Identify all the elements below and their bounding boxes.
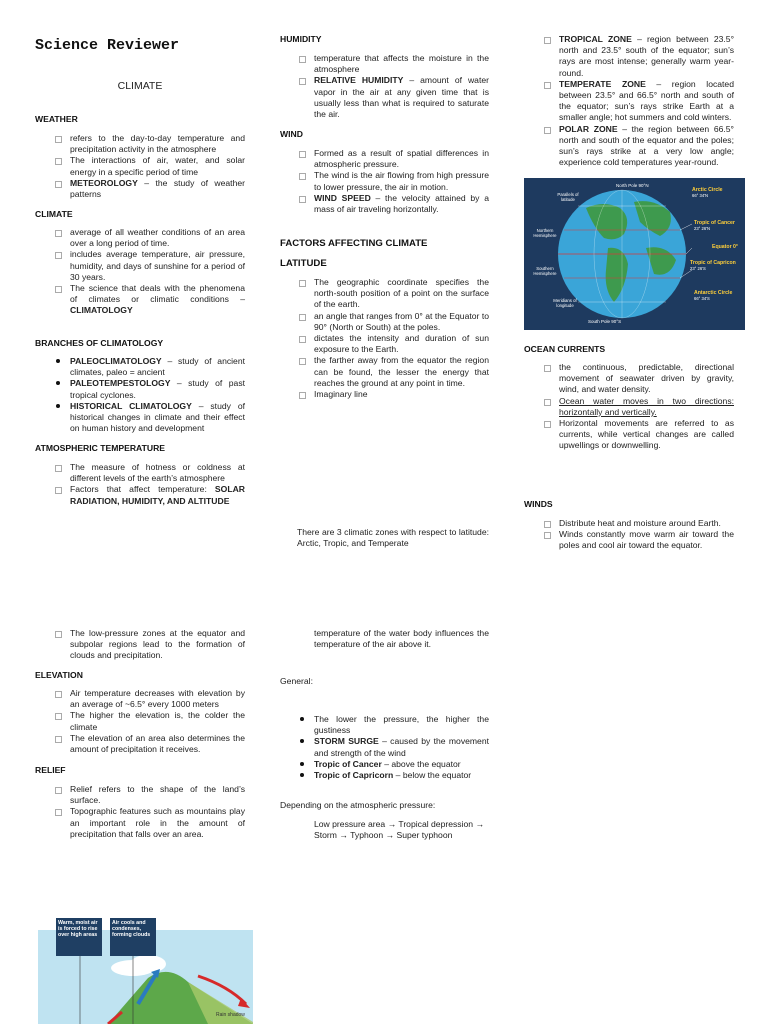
list-item: temperature that affects the moisture in the atmosphere xyxy=(314,53,489,75)
wind-list xyxy=(314,148,489,215)
north-pole-label: North Pole 90°N xyxy=(616,183,649,188)
list-item: Topographic features such as mountains play an important role in the amount of precipitation that falls over an area. xyxy=(70,806,245,839)
definition: – amount of water vapor in the air at any given time that is usually less than what is required to saturate the air. xyxy=(314,75,489,120)
capricorn-name: Tropic of Capricon xyxy=(690,260,736,266)
list-item xyxy=(314,759,489,770)
definition: – study of past tropical cyclones. xyxy=(70,378,245,400)
list-item: includes average temperature, air pressure, humidity, and days of sunshine for a period of 30 years. xyxy=(70,249,245,282)
cancer-name: Tropic of Cancer xyxy=(694,220,735,226)
list-item xyxy=(314,75,489,120)
equator-label: Equator 0° xyxy=(712,244,738,250)
list-item xyxy=(559,124,734,169)
definition: – study of ancient climates, paleo = ancient xyxy=(70,356,245,378)
humidity-heading: HUMIDITY xyxy=(280,34,322,44)
relief-diagram xyxy=(38,914,253,1024)
list-item: the farther away from the equator the region can be found, the lesser the energy that reaches the ground at any point in time. xyxy=(314,355,489,388)
south-pole-label: South Pole 90°S xyxy=(588,319,622,324)
tropic-cancer-label xyxy=(694,220,744,232)
list-item: The wind is the air flowing from high pressure to lower pressure, the air in motion. xyxy=(314,170,489,192)
ocean-currents-heading: OCEAN CURRENTS xyxy=(524,344,606,354)
list-item: Horizontal movements are referred to as currents, while vertical changes are called upwellings or downwelling. xyxy=(559,418,734,451)
term: RELATIVE HUMIDITY xyxy=(314,75,404,86)
capricorn-degree: 23° 26'S xyxy=(690,266,706,271)
general-label: General: xyxy=(280,676,313,686)
definition: – study of historical changes in climate and their effect on human history and development xyxy=(70,400,245,434)
list-item: Relief refers to the shape of the land’s surface. xyxy=(70,784,245,806)
list-item xyxy=(559,79,734,124)
term: Tropic of Cancer xyxy=(314,758,382,769)
term: TROPICAL ZONE xyxy=(559,34,632,44)
weather-heading: WEATHER xyxy=(35,114,78,124)
list-item xyxy=(70,178,245,200)
list-item: Air temperature decreases with elevation by an average of ~6.5° every 1000 meters xyxy=(70,688,245,710)
antarctic-degree: 66° 34'S xyxy=(694,296,710,301)
tropic-capricorn-label xyxy=(690,260,744,272)
term: METEOROLOGY xyxy=(70,177,138,188)
factors-heading: FACTORS AFFECTING CLIMATE xyxy=(280,238,428,249)
list-item: an angle that ranges from 0° at the Equator to 90° (North or South) at the poles. xyxy=(314,310,489,332)
document-title: Science Reviewer xyxy=(35,37,180,54)
list-item: The low-pressure zones at the equator and subpolar regions lead to the formation of clouds and precipitation. xyxy=(70,628,245,661)
term: POLAR ZONE xyxy=(559,123,618,134)
elevation-heading: ELEVATION xyxy=(35,670,83,680)
definition: – the region between 66.5° north and south of the equator and the poles; sun’s rays strike at a very low angle; experience cold temperatures year-round. xyxy=(559,123,734,168)
list-item xyxy=(314,736,489,758)
list-item: average of all weather conditions of an area over a long period of time. xyxy=(70,227,245,249)
relief-list xyxy=(70,784,245,840)
arctic-degree: 66° 34'N xyxy=(692,193,708,198)
list-item: Formed as a result of spatial differences in atmospheric pressure. xyxy=(314,148,489,170)
pressure-label: Depending on the atmospheric pressure: xyxy=(280,800,436,810)
list-item: The interactions of air, water, and solar energy in a specific period of time xyxy=(70,155,245,177)
relief-label-cool: Air cools and condenses, forming clouds xyxy=(110,918,156,956)
atm-temp-heading: ATMOSPHERIC TEMPERATURE xyxy=(35,443,166,453)
list-item: Winds constantly move warm air toward the poles and cool air toward the equator. xyxy=(559,529,734,551)
low-pressure-list xyxy=(70,628,245,662)
definition: – above the equator xyxy=(381,758,461,769)
arctic-name: Arctic Circle xyxy=(692,187,723,193)
definition: – the velocity attained by a mass of air traveling horizontally. xyxy=(314,192,489,215)
southern-hemisphere-label: Southern Hemisphere xyxy=(533,266,557,276)
climate-heading: CLIMATE xyxy=(35,209,73,219)
winds-list xyxy=(559,518,734,552)
list-item xyxy=(314,193,489,215)
list-item: dictates the intensity and duration of sun exposure to the Earth. xyxy=(314,333,489,355)
globe-figure xyxy=(524,178,745,330)
list-item: Distribute heat and moisture around Earth. xyxy=(559,518,734,529)
arctic-circle-label xyxy=(692,187,742,199)
zones-paragraph: There are 3 climatic zones with respect to latitude: Arctic, Tropic, and Temperate xyxy=(297,527,489,549)
list-item xyxy=(559,34,734,79)
term: SOLAR RADIATION, HUMIDITY, AND ALTITUDE xyxy=(70,484,245,506)
term: TEMPERATE ZONE xyxy=(559,78,646,89)
text: Factors that affect temperature: xyxy=(70,484,215,495)
term: WIND SPEED xyxy=(314,192,371,203)
climate-list xyxy=(70,227,245,317)
latitude-list xyxy=(314,277,489,400)
water-paragraph: temperature of the water body influences the temperature of the air above it. xyxy=(314,628,489,650)
term: Tropic of Capricorn xyxy=(314,770,394,781)
list-item xyxy=(70,378,245,400)
antarctic-circle-label xyxy=(694,290,744,302)
list-item: Ocean water moves in two directions: horizontally and vertically. xyxy=(559,395,734,417)
branches-heading: BRANCHES OF CLIMATOLOGY xyxy=(35,338,164,348)
pressure-sequence: Low pressure area → Tropical depression → Storm → Typhoon → Super typhoon xyxy=(314,819,485,841)
text: The science that deals with the phenomena of climates or climatic conditions – xyxy=(70,283,245,305)
term: PALEOTEMPESTOLOGY xyxy=(70,378,171,389)
definition: – region located between 23.5° and 66.5° north and south of the equator; sun’s rays strike Earth at a smaller angle; hot summers and cold winters. xyxy=(559,78,734,123)
relief-heading: RELIEF xyxy=(35,765,66,775)
definition: – below the equator xyxy=(393,770,472,781)
list-item: The higher the elevation is, the colder the climate xyxy=(70,710,245,732)
general-list xyxy=(314,714,489,781)
atm-temp-list xyxy=(70,462,245,507)
latitude-heading: LATITUDE xyxy=(280,258,327,269)
list-item: The measure of hotness or coldness at different levels of the earth’s atmosphere xyxy=(70,462,245,484)
list-item xyxy=(314,770,489,781)
relief-label-warm: Warm, moist air is forced to rise over high areas xyxy=(56,918,102,956)
list-item xyxy=(70,401,245,435)
rain-shadow-label: Rain shadow xyxy=(216,1012,245,1018)
definition: – region between 23.5° north and 23.5° south of the equator; sun’s rays are most intense; generally warm year-round. xyxy=(559,34,735,78)
ocean-currents-list xyxy=(559,362,734,452)
term: HISTORICAL CLIMATOLOGY xyxy=(70,400,192,411)
humidity-list xyxy=(314,53,489,120)
term: STORM SURGE xyxy=(314,736,379,747)
list-item: refers to the day-to-day temperature and precipitation activity in the atmosphere xyxy=(70,133,245,155)
term: PALEOCLIMATOLOGY xyxy=(70,356,162,366)
list-item xyxy=(70,484,245,506)
list-item: The elevation of an area also determines the amount of precipitation it receives. xyxy=(70,732,245,755)
list-item: Imaginary line xyxy=(314,389,489,400)
weather-list xyxy=(70,133,245,200)
list-item: the continuous, predictable, directional movement of seawater driven by gravity, wind, and water density. xyxy=(559,362,734,395)
list-item xyxy=(70,283,245,317)
branches-list xyxy=(70,356,245,434)
definition: – the study of weather patterns xyxy=(70,177,245,200)
definition: – caused by the movement and strength of the wind xyxy=(314,736,489,758)
list-item: The lower the pressure, the higher the gustiness xyxy=(314,714,489,736)
term: CLIMATOLOGY xyxy=(70,305,133,316)
zones-list xyxy=(559,34,734,168)
antarctic-name: Antarctic Circle xyxy=(694,290,733,296)
meridians-label: Meridians of longitude xyxy=(553,298,577,308)
northern-hemisphere-label: Northern Hemisphere xyxy=(533,228,557,238)
parallels-label: Parallels of latitude xyxy=(557,192,579,202)
elevation-list xyxy=(70,688,245,755)
list-item: The geographic coordinate specifies the north-south position of a point on the surface of the earth. xyxy=(314,277,489,310)
climate-title: CLIMATE xyxy=(117,80,163,92)
wind-heading: WIND xyxy=(280,129,303,139)
winds-heading: WINDS xyxy=(524,499,553,509)
cancer-degree: 23° 26'N xyxy=(694,226,710,231)
list-item xyxy=(70,356,245,378)
